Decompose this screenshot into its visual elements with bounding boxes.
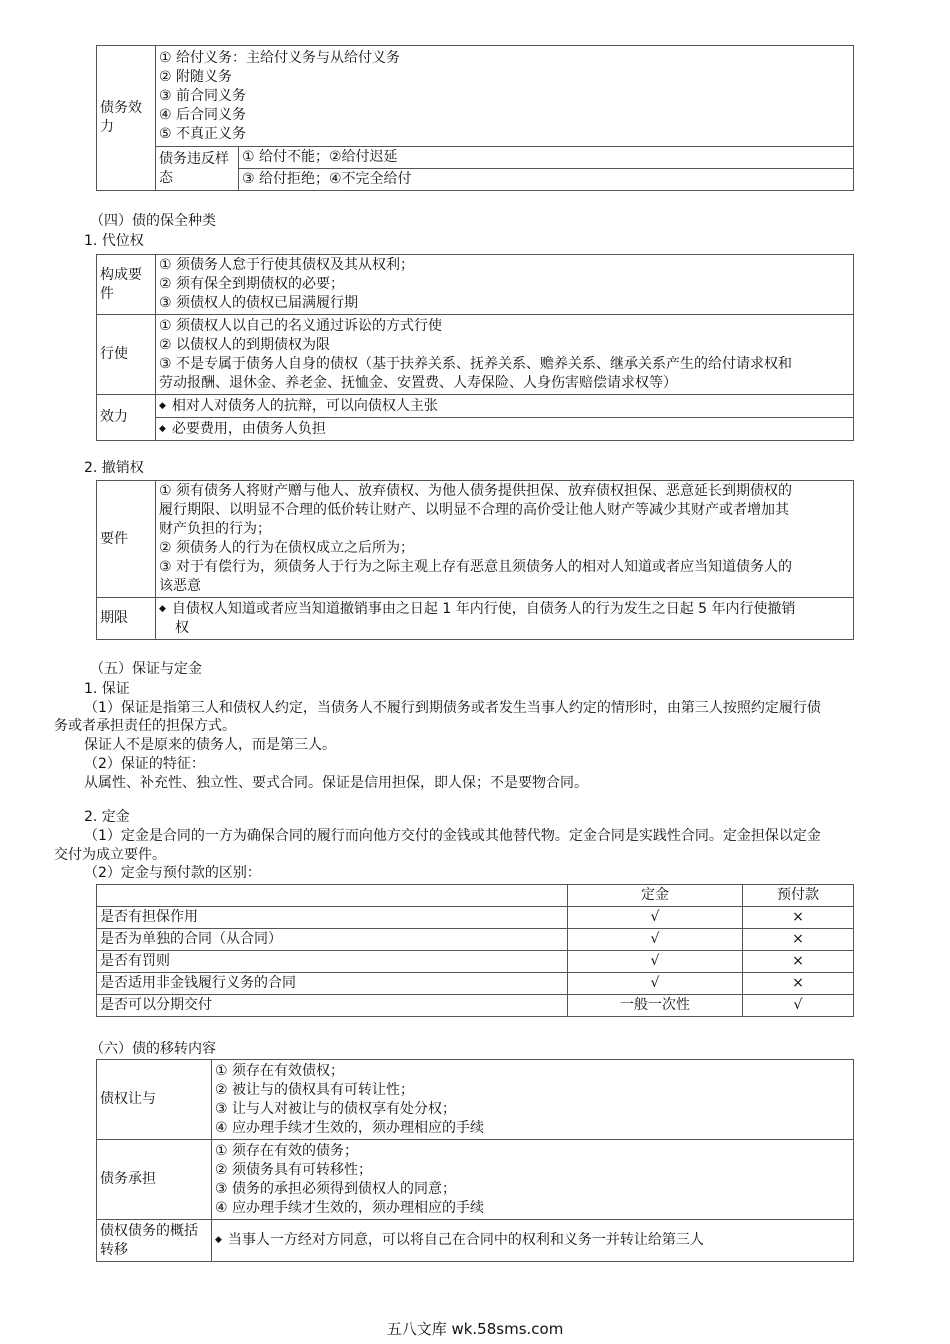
subrogation-row-label: 行使 <box>97 315 156 395</box>
effect-table <box>96 45 854 191</box>
deposit-cell: × <box>743 973 854 995</box>
line: ③ 对于有偿行为，须债务人于行为之际主观上存有恶意且须债务人的相对人知道或者应当知道债务人的 <box>159 559 792 575</box>
footer-watermark: 五八文库 wk.58sms.com <box>386 1320 564 1338</box>
d-para-1b: 交付为成立要件。 <box>54 847 166 863</box>
g-para-1b: 务或者承担责任的担保方式。 <box>54 718 236 734</box>
transfer-general-label: 债权债务的概括转移 <box>97 1220 212 1262</box>
transfer-row-content <box>212 1140 854 1220</box>
line: ② 须有保全到期债权的必要； <box>159 276 345 292</box>
line: 财产负担的行为； <box>159 521 271 537</box>
transfer-row-label: 债权让与 <box>97 1060 212 1140</box>
subrogation-row-content <box>156 315 854 395</box>
heading-revocation: 2. 撤销权 <box>84 460 144 476</box>
deposit-cell: √ <box>568 973 743 995</box>
line: ① 须债务人怠于行使其债权及其从权利； <box>159 257 414 273</box>
breach-label: 债务违反样态 <box>156 147 239 191</box>
heading-g1: 1. 保证 <box>84 681 130 697</box>
effect-item: ② 附随义务 <box>159 69 233 85</box>
revocation-req-label: 要件 <box>97 481 156 598</box>
effect-bullet: ◆ 相对人对债务人的抗辩，可以向债权人主张 <box>156 395 854 418</box>
line: 权 <box>175 619 189 636</box>
revocation-req-content <box>156 481 854 598</box>
line: ② 被让与的债权具有可转让性； <box>215 1081 415 1098</box>
line: ③ 债务的承担必须得到债权人的同意； <box>215 1180 456 1197</box>
revocation-table <box>96 480 854 640</box>
line: ④ 应办理手续才生效的，须办理相应的手续 <box>215 1199 484 1216</box>
deposit-table <box>96 884 854 1017</box>
deposit-cell: √ <box>743 995 854 1017</box>
effect-label: 效力 <box>97 395 156 441</box>
deposit-cell: × <box>743 907 854 929</box>
deposit-row-label: 是否适用非金钱履行义务的合同 <box>97 973 568 995</box>
line: 劳动报酬、退休金、养老金、抚恤金、安置费、人寿保险、人身伤害赔偿请求权等） <box>159 374 677 391</box>
line: 履行期限、以明显不合理的低价转让财产、以明显不合理的高价受让他人财产等减少其财产或者增加其 <box>159 502 789 518</box>
deposit-cell: √ <box>568 929 743 951</box>
breach-row: ① 给付不能；②给付迟延 <box>239 147 854 169</box>
revocation-term-label: 期限 <box>97 598 156 640</box>
deposit-row-label: 是否为单独的合同（从合同） <box>97 929 568 951</box>
line: ① 须债权人以自己的名义通过诉讼的方式行使 <box>159 317 442 334</box>
deposit-header: 预付款 <box>743 885 854 907</box>
d-para-2: （2）定金与预付款的区别： <box>84 865 261 881</box>
deposit-header: 定金 <box>568 885 743 907</box>
deposit-cell: √ <box>568 951 743 973</box>
heading-preserve: （四）债的保全种类 <box>90 213 216 229</box>
line: ① 须有债务人将财产赠与他人、放弃债权、为他人债务提供担保、放弃债权担保、恶意延长到期债权的 <box>159 483 792 499</box>
deposit-cell: × <box>743 951 854 973</box>
effect-item: ④ 后合同义务 <box>159 107 247 123</box>
transfer-table <box>96 1059 854 1262</box>
deposit-row-label: 是否有担保作用 <box>97 907 568 929</box>
line: ② 须债务具有可转移性； <box>215 1161 373 1178</box>
line: ③ 须债权人的债权已届满履行期 <box>159 295 359 311</box>
line: ③ 不是专属于债务人自身的债权（基于扶养关系、抚养关系、赡养关系、继承关系产生的给付请求权和 <box>159 355 792 372</box>
effect-item: ⑤ 不真正义务 <box>159 126 247 142</box>
d-para-1a: （1）定金是合同的一方为确保合同的履行而向他方交付的金钱或其他替代物。定金合同是实践性合同。定金担保以定金 <box>84 828 821 844</box>
deposit-row-label: 是否可以分期交付 <box>97 995 568 1017</box>
effect-items-cell <box>156 46 854 147</box>
heading-subrogation: 1. 代位权 <box>84 233 144 249</box>
line: ◆ 自债权人知道或者应当知道撤销事由之日起 1 年内行使，自债务人的行为发生之日起 5 年内行使撤销 <box>159 600 850 619</box>
breach-row: ③ 给付拒绝；④不完全给付 <box>239 169 854 191</box>
deposit-row-label: 是否有罚则 <box>97 951 568 973</box>
line: ④ 应办理手续才生效的，须办理相应的手续 <box>215 1119 484 1136</box>
deposit-cell: × <box>743 929 854 951</box>
deposit-cell: 一般一次性 <box>568 995 743 1017</box>
g-para-3: （2）保证的特征： <box>84 756 205 772</box>
line: ① 须存在有效的债务； <box>215 1142 359 1159</box>
transfer-general-item: ◆ 当事人一方经对方同意，可以将自己在合同中的权利和义务一并转让给第三人 <box>212 1220 854 1262</box>
g-para-1a: （1）保证是指第三人和债权人约定，当债务人不履行到期债务或者发生当事人约定的情形时，由第三人按照约定履行债 <box>84 700 821 716</box>
line: ① 须存在有效债权； <box>215 1062 345 1079</box>
g-para-2: 保证人不是原来的债务人，而是第三人。 <box>84 737 336 753</box>
effect-item: ① 给付义务：主给付义务与从给付义务 <box>159 50 400 66</box>
effect-bullet: ◆ 必要费用，由债务人负担 <box>156 418 854 441</box>
g-para-4: 从属性、补充性、独立性、要式合同。保证是信用担保，即人保；不是要物合同。 <box>84 775 588 791</box>
effect-label: 债务效力 <box>97 46 156 191</box>
effect-item: ③ 前合同义务 <box>159 88 247 104</box>
revocation-term-content <box>156 598 854 640</box>
subrogation-row-content <box>156 255 854 315</box>
heading-g2: 2. 定金 <box>84 809 130 825</box>
line: ② 以债权人的到期债权为限 <box>159 336 331 353</box>
deposit-cell: √ <box>568 907 743 929</box>
line: ② 须债务人的行为在债权成立之后所为； <box>159 540 414 556</box>
heading-guarantee: （五）保证与定金 <box>90 661 202 677</box>
transfer-row-content <box>212 1060 854 1140</box>
deposit-header-empty <box>97 885 568 907</box>
transfer-row-label: 债务承担 <box>97 1140 212 1220</box>
subrogation-table <box>96 254 854 441</box>
subrogation-row-label: 构成要件 <box>97 255 156 315</box>
heading-transfer: （六）债的移转内容 <box>90 1041 216 1057</box>
line: ③ 让与人对被让与的债权享有处分权； <box>215 1100 456 1117</box>
line: 该恶意 <box>159 578 201 594</box>
